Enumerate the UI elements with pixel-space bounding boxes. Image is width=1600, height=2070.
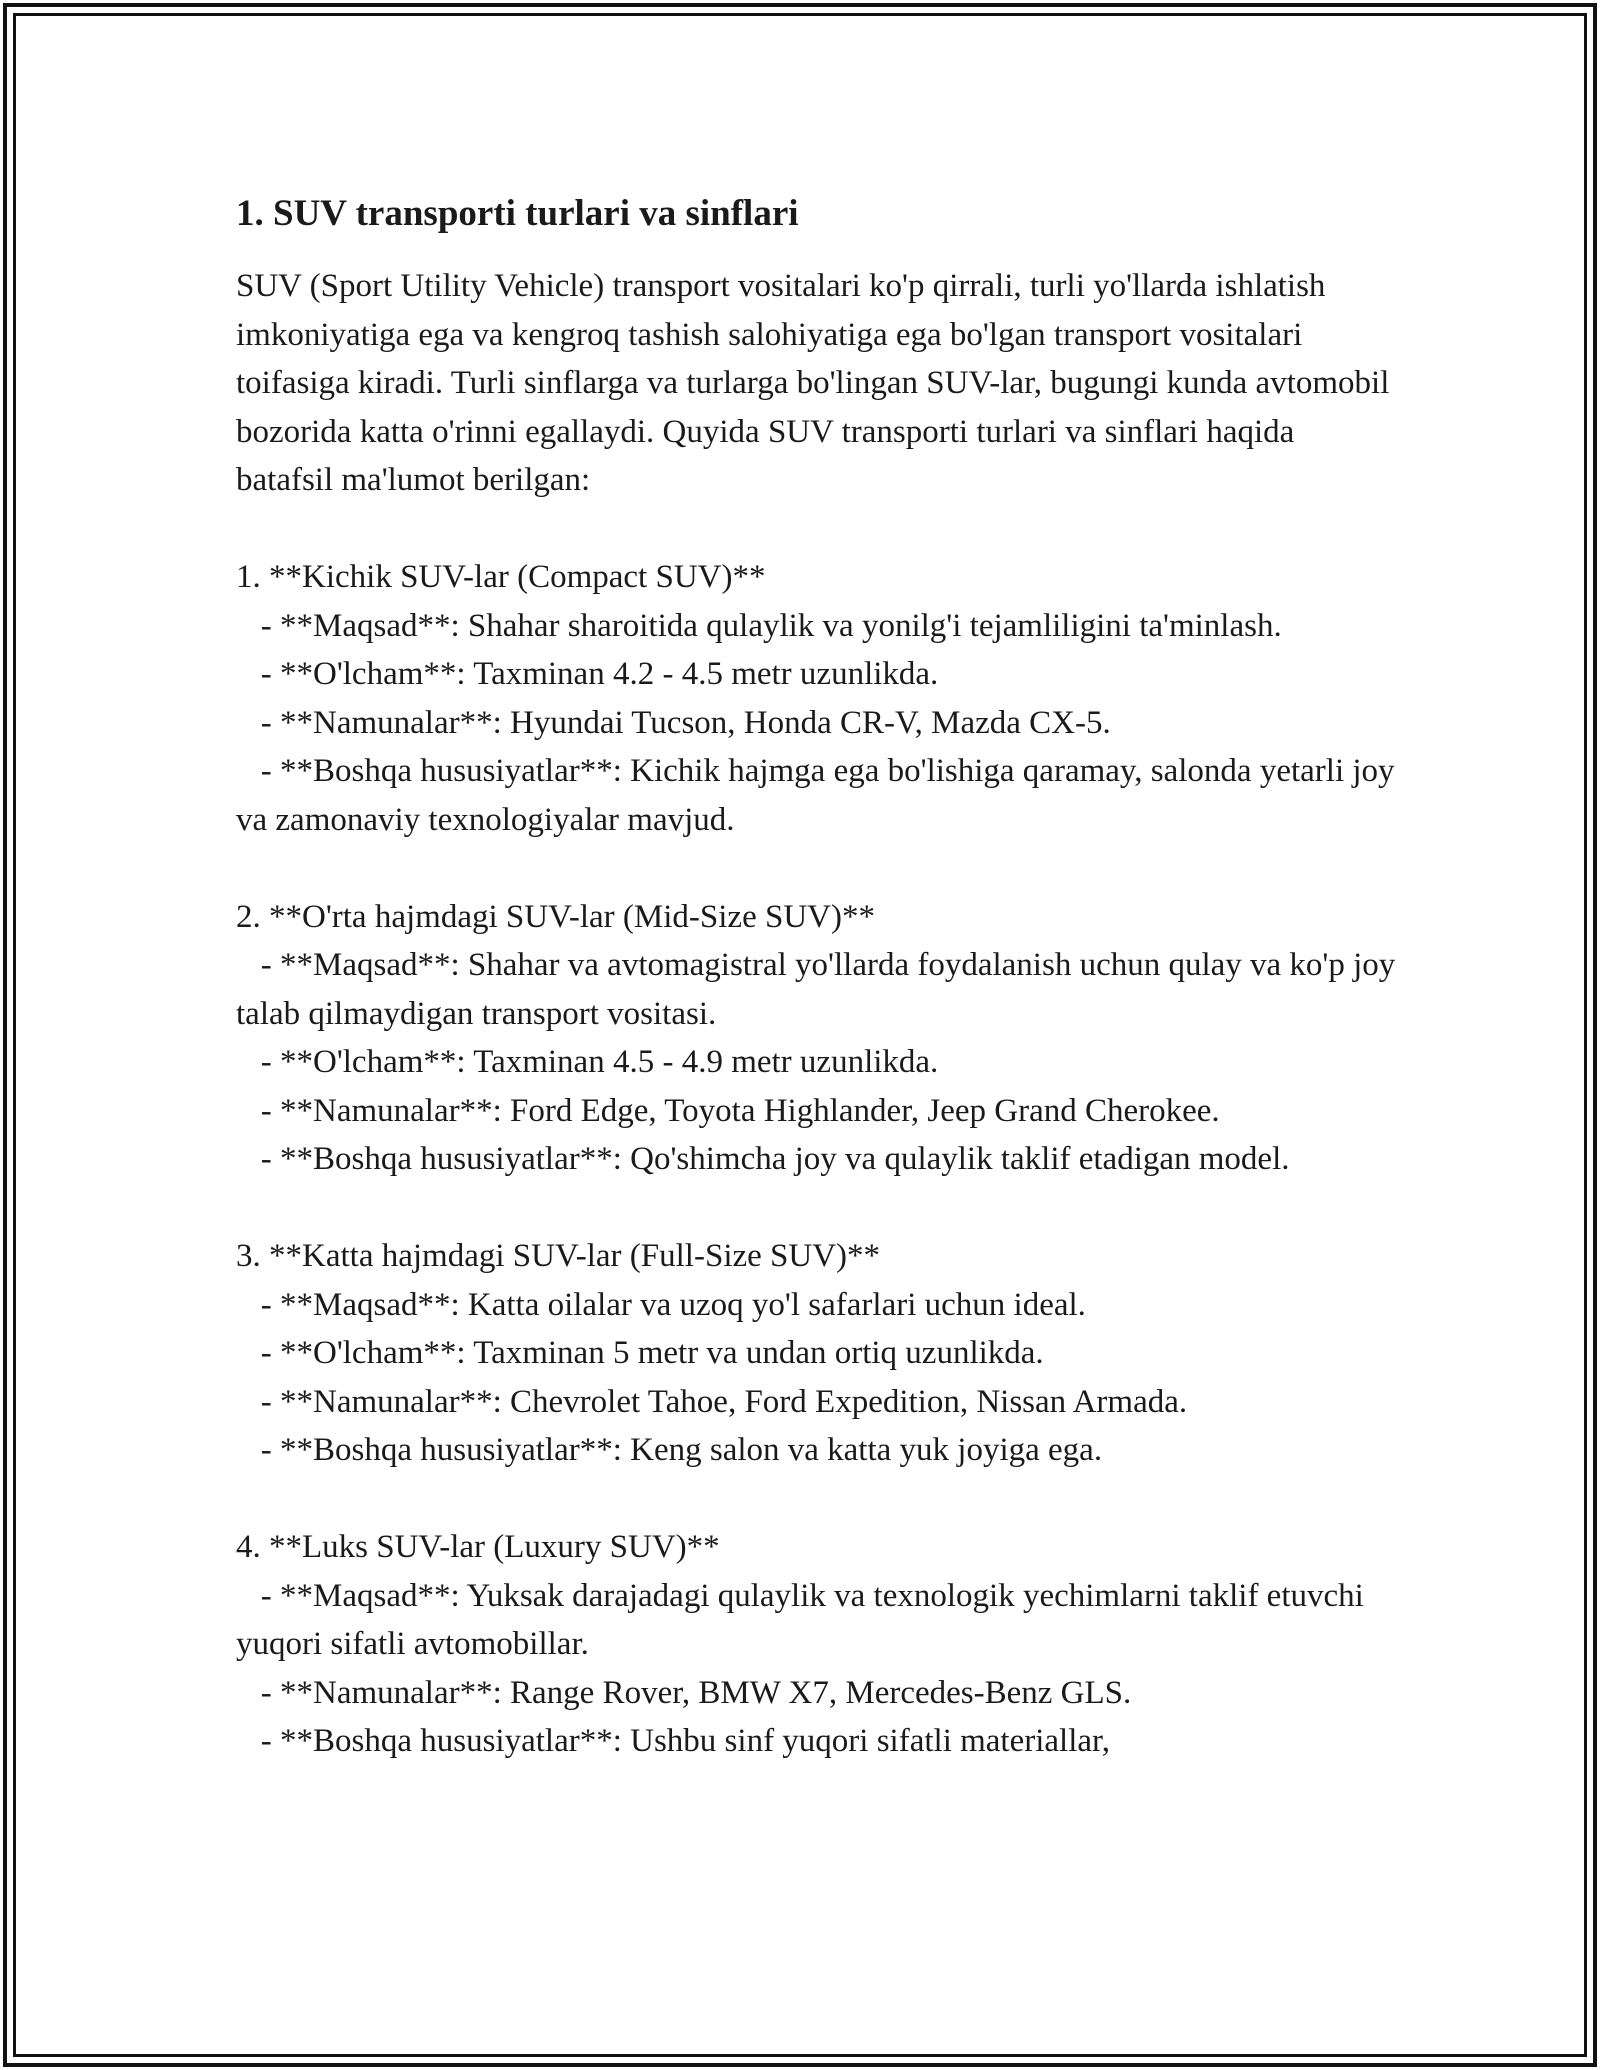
intro-paragraph: SUV (Sport Utility Vehicle) transport vositalari ko'p qirrali, turli yo'llarda ishlatish imkoniyatiga ega va kengroq tashish salohiyatiga ega bo'lgan transport vositalari toifasiga kiradi. Turli sinflarga va turlarga bo'lingan SUV-lar, bugungi kunda avtomobil bozorida katta o'rinni egallaydi. Quyida SUV transporti turlari va sinflari haqida batafsil ma'lumot berilgan:: [236, 268, 1390, 498]
document-title: 1. SUV transporti turlari va sinflari: [236, 193, 799, 234]
section-line: - **Maqsad**: Shahar sharoitida qulaylik va yonilg'i tejamliligini ta'minlash.: [236, 607, 1282, 644]
section-line: - **Namunalar**: Chevrolet Tahoe, Ford Expedition, Nissan Armada.: [236, 1383, 1188, 1420]
section-mid-size-suv: [236, 893, 1404, 1184]
spacer: [236, 844, 1396, 893]
section-line: - **Boshqa hususiyatlar**: Keng salon va katta yuk joyiga ega.: [236, 1432, 1103, 1468]
spacer: [236, 1475, 1396, 1524]
section-line: - **Namunalar**: Hyundai Tucson, Honda CR-V, Mazda CX-5.: [236, 704, 1111, 741]
section-line: - **Boshqa hususiyatlar**: Ushbu sinf yuqori sifatli materiallar,: [236, 1723, 1110, 1759]
section-compact-suv: [236, 553, 1403, 844]
section-full-size-suv: [236, 1232, 1396, 1475]
section-heading: 3. **Katta hajmdagi SUV-lar (Full-Size SUV)**: [236, 1238, 881, 1274]
section-line: - **O'lcham**: Taxminan 5 metr va undan ortiq uzunlikda.: [236, 1335, 1044, 1371]
section-line: - **Namunalar**: Range Rover, BMW X7, Mercedes-Benz GLS.: [236, 1674, 1132, 1711]
section-line: - **O'lcham**: Taxminan 4.2 - 4.5 metr uzunlikda.: [236, 656, 939, 692]
document-body: [236, 186, 1404, 1766]
section-line: - **Boshqa hususiyatlar**: Qo'shimcha joy va qulaylik taklif etadigan model.: [236, 1141, 1290, 1177]
spacer: [236, 1184, 1396, 1233]
section-heading: 1. **Kichik SUV-lar (Compact SUV)**: [236, 559, 766, 595]
section-heading: 2. **O'rta hajmdagi SUV-lar (Mid-Size SUV)**: [236, 898, 875, 935]
section-line: - **Maqsad**: Katta oilalar va uzoq yo'l safarlari uchun ideal.: [236, 1286, 1086, 1323]
section-line: - **O'lcham**: Taxminan 4.5 - 4.9 metr uzunlikda.: [236, 1044, 939, 1080]
section-line: - **Maqsad**: Shahar va avtomagistral yo'llarda foydalanish uchun qulay va ko'p joy talab qilmaydigan transport vositasi.: [236, 947, 1404, 1032]
section-line: - **Maqsad**: Yuksak darajadagi qulaylik va texnologik yechimlarni taklif etuvchi yuqori sifatli avtomobillar.: [236, 1577, 1373, 1662]
section-line: - **Boshqa hususiyatlar**: Kichik hajmga ega bo'lishiga qaramay, salonda yetarli joy va zamonaviy texnologiyalar mavjud.: [236, 753, 1403, 838]
section-line: - **Namunalar**: Ford Edge, Toyota Highlander, Jeep Grand Cherokee.: [236, 1092, 1220, 1129]
spacer: [236, 505, 1396, 554]
section-heading: 4. **Luks SUV-lar (Luxury SUV)**: [236, 1529, 720, 1565]
section-luxury-suv: [236, 1523, 1396, 1766]
